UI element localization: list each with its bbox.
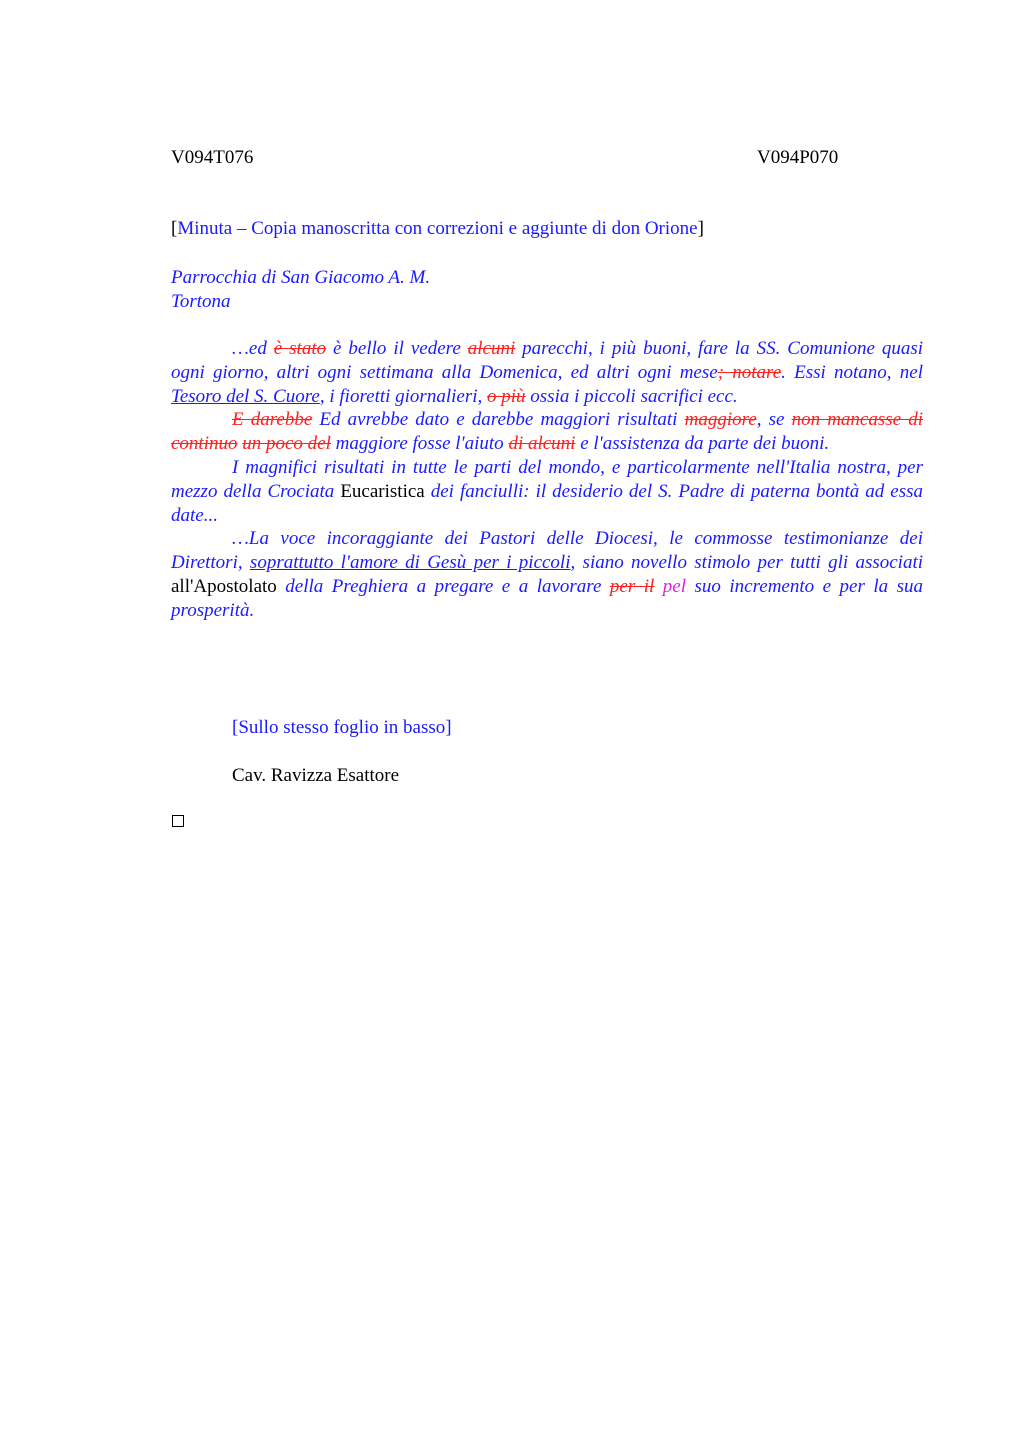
- underlined-title: Tesoro del S. Cuore: [171, 385, 320, 407]
- text-segment: dei fanciulli: il desiderio del S. Padre di paterna bontà ad essa date...: [171, 480, 923, 526]
- signature-line: Cav. Ravizza Esattore: [232, 765, 400, 786]
- text-segment: , siano novello stimolo per tutti gli associati: [570, 552, 924, 574]
- volume-code-right: V094P070: [757, 147, 839, 168]
- paragraph-3: [171, 456, 923, 527]
- paragraph-2: [171, 408, 923, 456]
- text-segment: ossia i piccoli sacrifici ecc.: [525, 385, 738, 407]
- added-text: pel: [662, 575, 686, 597]
- upright-word: all'Apostolato: [171, 575, 277, 597]
- deleted-text: ; notare: [717, 361, 782, 383]
- heading-parish: Parrocchia di San Giacomo A. M.: [171, 267, 431, 288]
- upright-word: Eucaristica: [340, 480, 425, 502]
- note-open-bracket: [: [171, 218, 178, 239]
- deleted-text: E darebbe: [232, 409, 313, 431]
- text-segment: è bello il vedere: [326, 338, 468, 359]
- heading-city: Tortona: [171, 291, 231, 312]
- text-segment: maggiore fosse l'aiuto: [330, 433, 509, 455]
- deleted-text: maggiore: [684, 409, 757, 431]
- deleted-text: per il: [609, 575, 655, 597]
- deleted-text: o più: [487, 385, 526, 407]
- bottom-editorial-note: [Sullo stesso foglio in basso]: [232, 717, 452, 738]
- volume-code-left: V094T076: [171, 147, 254, 168]
- underlined-phrase: soprattutto l'amore di Gesù per i piccoli: [249, 552, 571, 574]
- text-segment: parecchi, i più buoni, fare la SS. Comunione quasi ogni giorno, altri ogni settimana alla Domenica, ed altri ogni mese: [171, 338, 924, 383]
- deleted-text: di alcuni: [508, 433, 576, 455]
- empty-square-icon: [172, 815, 184, 827]
- deleted-text: è stato: [273, 338, 327, 359]
- text-segment: , se: [756, 409, 792, 431]
- editorial-note: [171, 218, 704, 240]
- text-segment: e l'assistenza da parte dei buoni.: [575, 433, 830, 455]
- letter-body: [171, 337, 923, 623]
- text-segment: …La voce incoraggiante dei Pastori delle Diocesi, le commosse testimonianze dei Direttori,: [171, 528, 923, 574]
- paragraph-4: [171, 527, 923, 622]
- text-segment: suo incremento e per la sua prosperità.: [171, 575, 923, 621]
- note-close-bracket: ]: [697, 218, 704, 239]
- text-segment: Ed avrebbe dato e darebbe maggiori risultati: [312, 409, 685, 431]
- deleted-text: alcuni: [467, 338, 516, 359]
- text-segment: [654, 576, 662, 597]
- letter-heading: [171, 266, 430, 314]
- text-segment: …ed: [232, 338, 274, 359]
- note-text: Minuta – Copia manoscritta con correzioni e aggiunte di don Orione: [177, 218, 698, 239]
- text-segment: . Essi notano, nel: [781, 361, 923, 383]
- deleted-text: non mancasse di continuo: [171, 409, 924, 455]
- text-segment: I magnifici risultati in tutte le parti del mondo, e particolarmente nell'Italia nostra, per mezzo della Crociata: [171, 456, 923, 502]
- text-segment: , i fioretti giornalieri,: [319, 385, 487, 407]
- deleted-text: un poco del: [242, 433, 331, 455]
- text-segment: della Preghiera a pregare e a lavorare: [276, 575, 610, 597]
- paragraph-1: [171, 337, 923, 408]
